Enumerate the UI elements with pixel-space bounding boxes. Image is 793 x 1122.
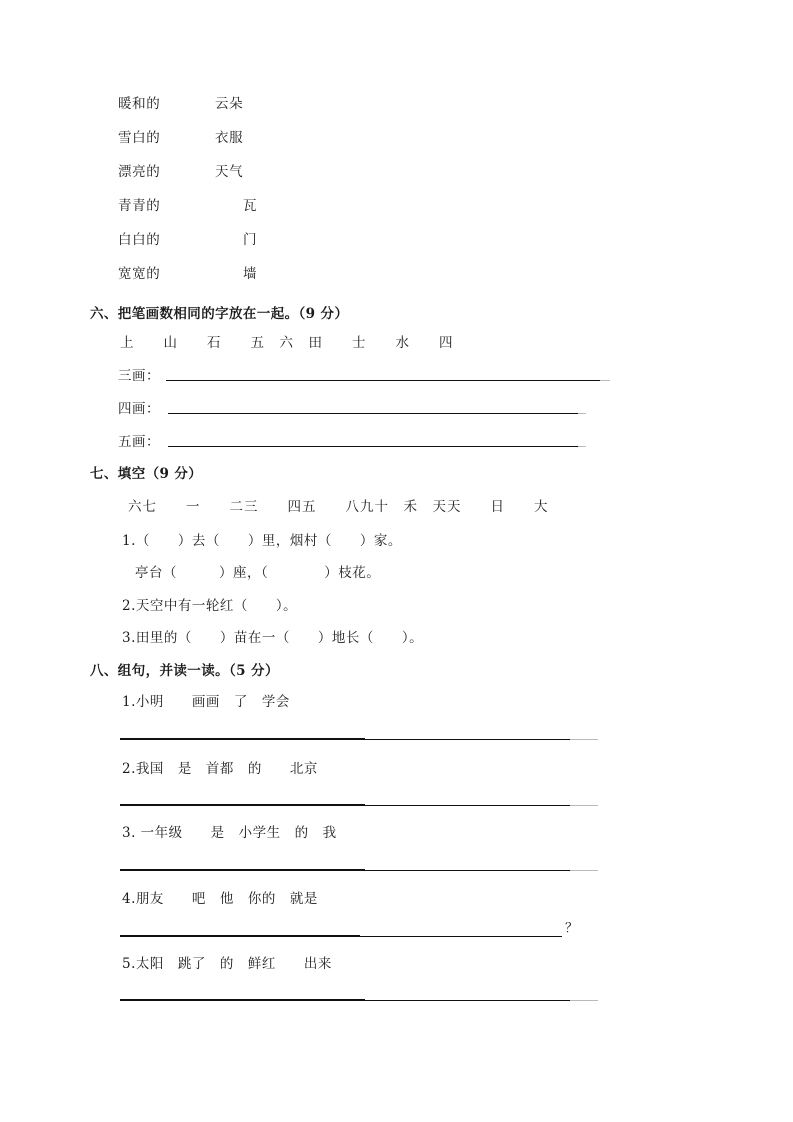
answer-line-five-strokes[interactable] bbox=[168, 446, 578, 447]
matching-right-word: 云朵 bbox=[215, 96, 244, 112]
answer-line-four-strokes[interactable] bbox=[168, 413, 578, 414]
matching-row bbox=[118, 194, 538, 228]
answer-line-sentence-2[interactable] bbox=[120, 805, 570, 806]
answer-line-sentence-5[interactable] bbox=[120, 1000, 570, 1001]
answer-label-four-strokes: 四画： bbox=[118, 401, 160, 417]
fill-blank-item-3[interactable]: 3.田里的（ ）苗在一（ ）地长（ ）。 bbox=[122, 630, 424, 646]
matching-row bbox=[118, 228, 538, 262]
answer-line-sentence-3[interactable] bbox=[120, 870, 570, 871]
answer-label-three-strokes: 三画： bbox=[118, 368, 160, 384]
matching-right-word: 瓦 bbox=[242, 198, 258, 214]
matching-left-word: 白白的 bbox=[118, 232, 161, 248]
matching-left-word: 宽宽的 bbox=[118, 266, 161, 282]
sentence-item-1: 1.小明 画画 了 学会 bbox=[122, 694, 290, 710]
fill-blank-item-1-line-2[interactable]: 亭台（ ）座，（ ）枝花。 bbox=[135, 565, 381, 581]
section-seven-word-bank: 六七 一 二三 四五 八九十 禾 天天 日 大 bbox=[128, 499, 549, 515]
matching-row bbox=[118, 92, 538, 126]
matching-row bbox=[118, 160, 538, 194]
section-six-heading: 六、把笔画数相同的字放在一起。（9 分） bbox=[90, 306, 349, 322]
matching-right-word: 墙 bbox=[242, 266, 258, 282]
matching-left-word: 雪白的 bbox=[118, 130, 161, 146]
fill-blank-item-2[interactable]: 2.天空中有一轮红（ ）。 bbox=[122, 598, 298, 614]
sentence-item-2: 2.我国 是 首都 的 北京 bbox=[122, 761, 318, 777]
sentence-item-3: 3. 一年级 是 小学生 的 我 bbox=[122, 825, 337, 841]
section-seven-heading: 七、填空（9 分） bbox=[90, 466, 203, 482]
matching-row bbox=[118, 262, 538, 296]
sentence-item-4: 4.朋友 吧 他 你的 就是 bbox=[122, 891, 318, 907]
section-eight-heading: 八、组句，并读一读。（5 分） bbox=[90, 663, 279, 679]
matching-right-word: 衣服 bbox=[215, 130, 244, 146]
answer-label-five-strokes: 五画： bbox=[118, 434, 160, 450]
matching-pairs-block bbox=[118, 92, 538, 296]
matching-row bbox=[118, 126, 538, 160]
matching-left-word: 青青的 bbox=[118, 198, 161, 214]
answer-line-three-strokes[interactable] bbox=[166, 380, 600, 381]
matching-left-word: 漂亮的 bbox=[118, 164, 161, 180]
sentence-item-5: 5.太阳 跳了 的 鲜红 出来 bbox=[122, 956, 332, 972]
answer-line-sentence-4[interactable] bbox=[120, 936, 562, 937]
section-six-char-bank: 上 山 石 五 六 田 士 水 四 bbox=[120, 335, 454, 351]
question-mark-item-4: ？ bbox=[565, 921, 579, 936]
answer-line-sentence-1[interactable] bbox=[120, 739, 570, 740]
fill-blank-item-1[interactable]: 1.（ ）去（ ）里，烟村（ ）家。 bbox=[122, 533, 402, 549]
matching-right-word: 门 bbox=[242, 232, 258, 248]
matching-right-word: 天气 bbox=[215, 164, 244, 180]
matching-left-word: 暖和的 bbox=[118, 96, 161, 112]
